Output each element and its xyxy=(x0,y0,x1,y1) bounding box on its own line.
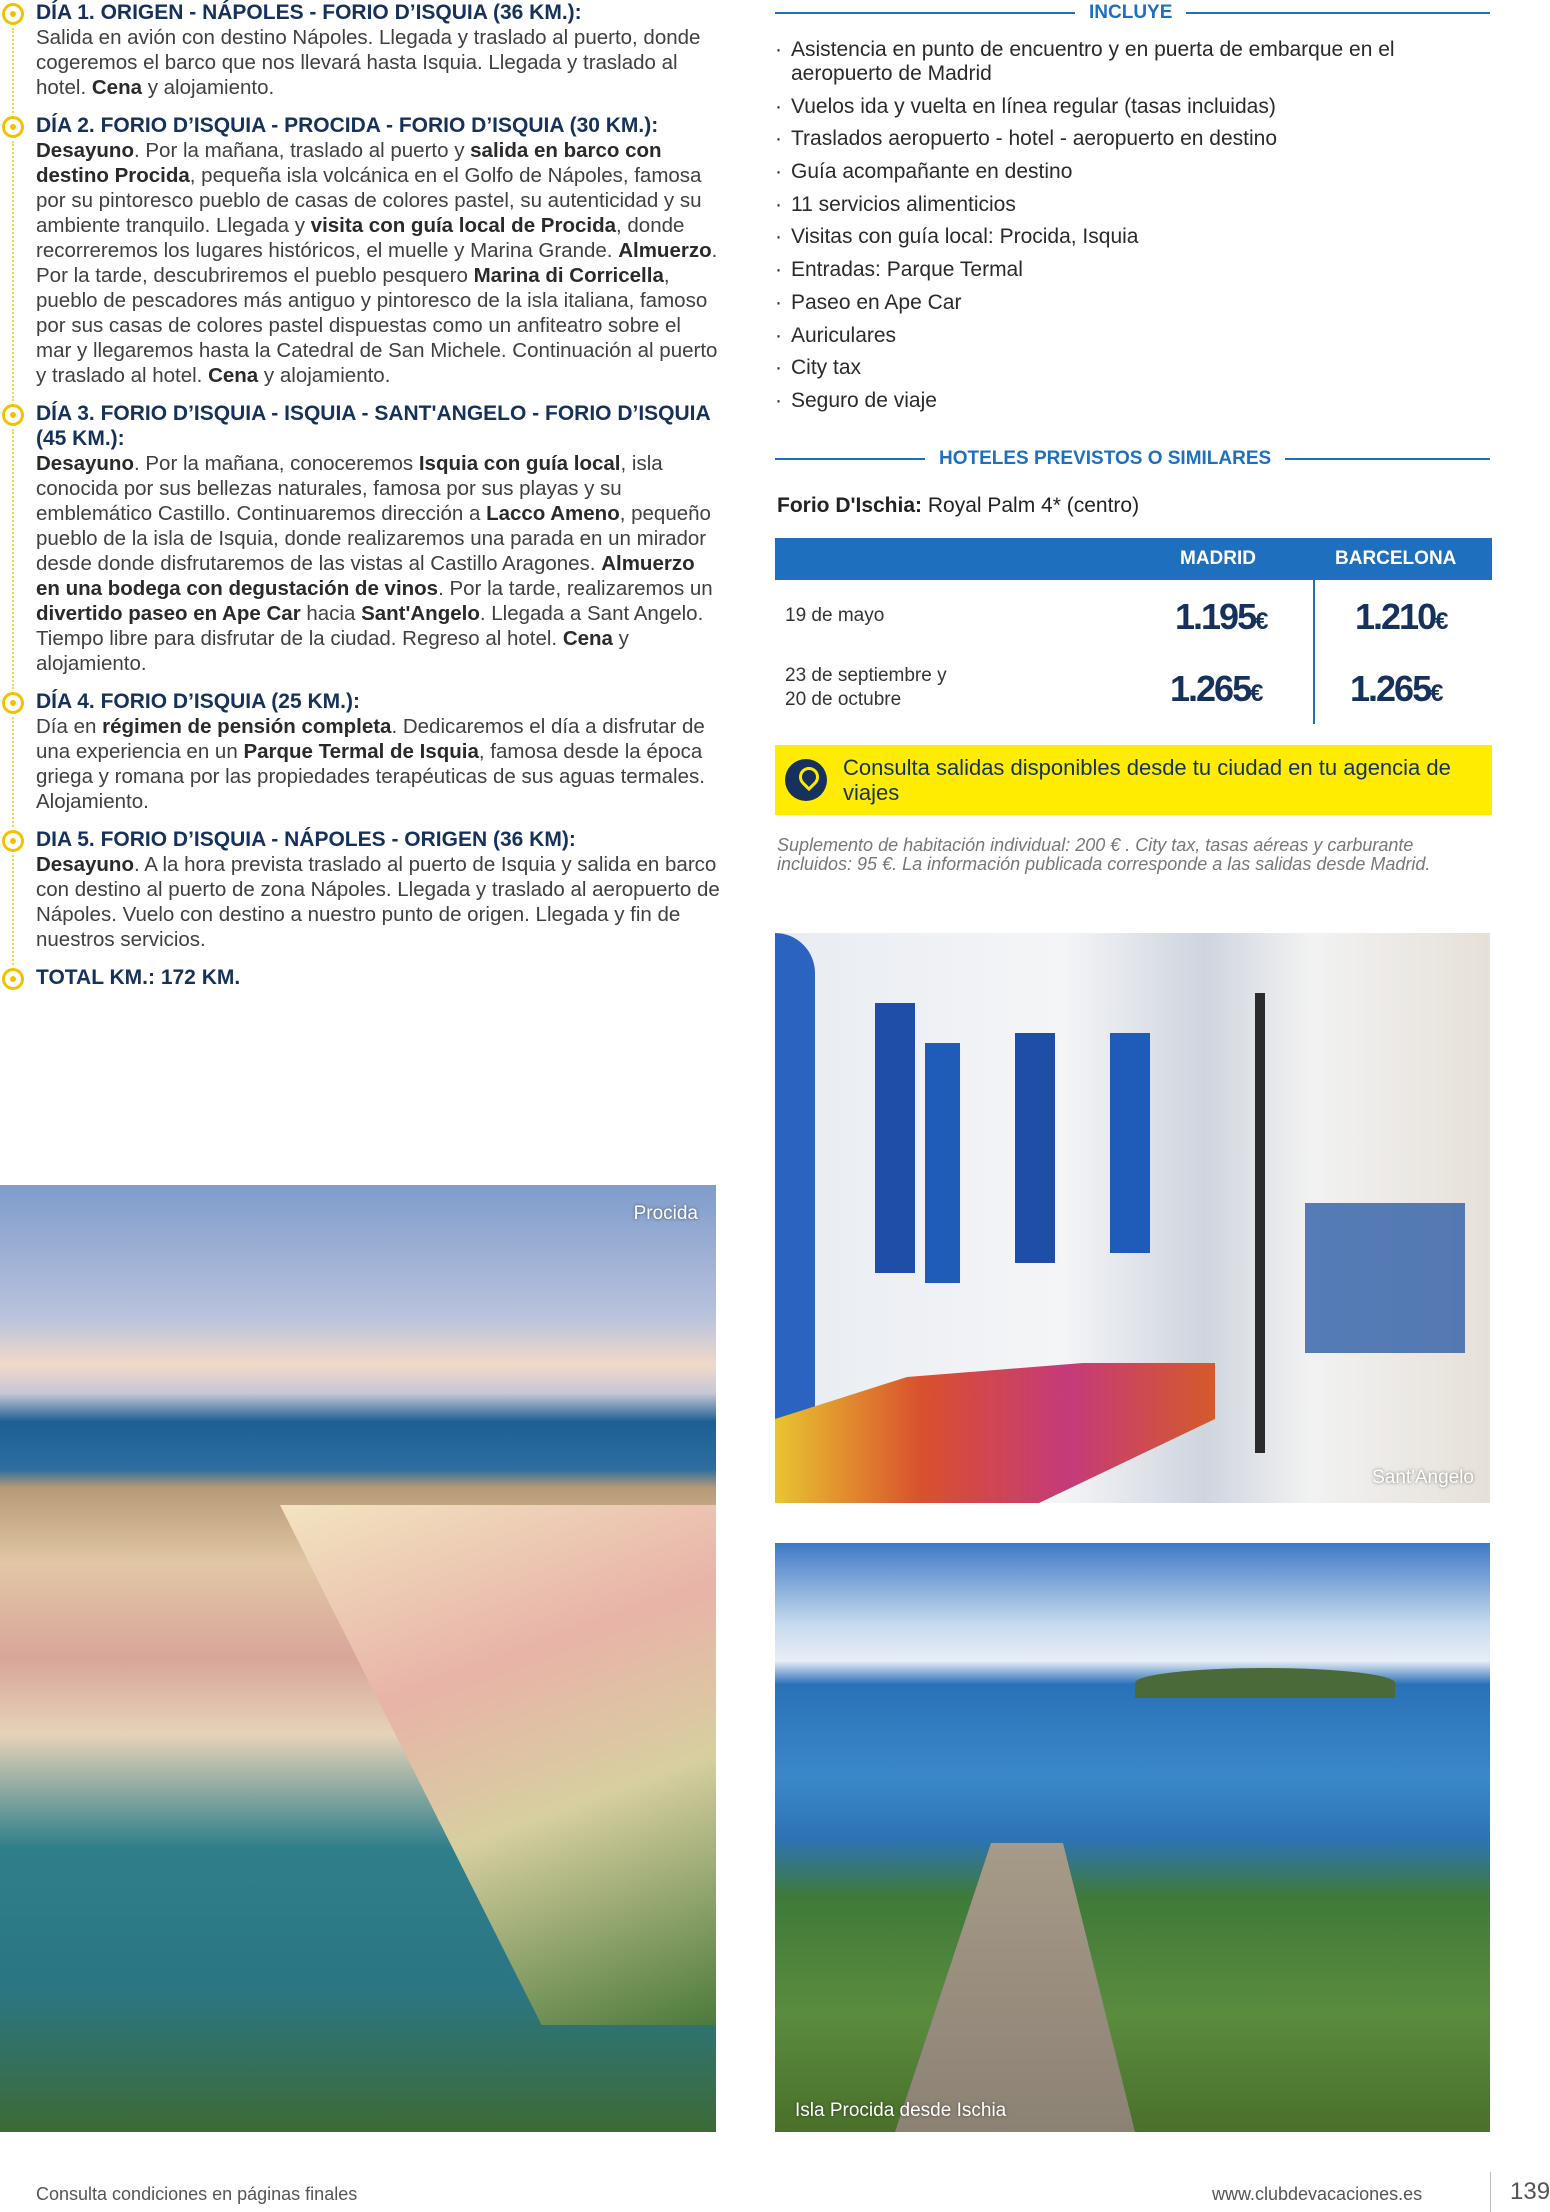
hotels-header xyxy=(775,448,1490,470)
footer-conditions: Consulta condiciones en páginas finales xyxy=(36,2184,358,2204)
day-marker-icon xyxy=(2,116,24,138)
price-row xyxy=(775,652,1492,724)
timeline-line xyxy=(12,429,14,689)
day-marker-icon xyxy=(2,968,24,990)
price-barcelona: 1.210€ xyxy=(1355,596,1449,637)
day-marker-icon xyxy=(2,830,24,852)
includes-item: · Vuelos ida y vuelta en línea regular (tasas incluidas) xyxy=(775,95,1495,119)
hotel-name: Royal Palm 4* (centro) xyxy=(922,494,1140,517)
price-table xyxy=(775,538,1492,724)
includes-title: INCLUYE xyxy=(1089,2,1173,23)
location-pin-icon xyxy=(785,759,827,801)
column-divider xyxy=(1313,580,1315,724)
day-marker-icon xyxy=(2,3,24,25)
timeline-line xyxy=(12,141,14,401)
itinerary xyxy=(0,0,720,1003)
day-description: Día en régimen de pensión completa. Dedicaremos el día a disfrutar de una experiencia en un Parque Termal de Isquia, famosa desde la época griega y romana por las propiedades terapéuticas de sus aguas termales. Alojamiento. xyxy=(36,715,705,813)
footer-url[interactable]: www.clubdevacaciones.es xyxy=(1212,2184,1423,2204)
santangelo-photo xyxy=(775,933,1490,1503)
agency-banner xyxy=(775,745,1492,815)
page-number: 139 xyxy=(1510,2178,1550,2205)
hotel-city: Forio D'Ischia: xyxy=(777,494,923,517)
footer-divider xyxy=(1490,2172,1491,2212)
timeline-line xyxy=(12,855,14,965)
day-title: DÍA 2. FORIO D’ISQUIA - PROCIDA - FORIO D’ISQUIA (30 KM.): xyxy=(36,114,659,137)
itinerary-day xyxy=(0,827,720,952)
hotels-title: HOTELES PREVISTOS O SIMILARES xyxy=(939,448,1272,469)
includes-item: · Auriculares xyxy=(775,324,1495,348)
day-description: Desayuno. Por la mañana, traslado al puerto y salida en barco con destino Procida, pequeña isla volcánica en el Golfo de Nápoles, famosa por su pintoresco pueblo de casas de colores pastel, su autenticidad y su ambiente tranquilo. Llegada y visita con guía local de Procida, donde recorreremos los lugares históricos, el muelle y Marina Grande. Almuerzo. Por la tarde, descubriremos el pueblo pesquero Marina di Corricella, pueblo de pescadores más antiguo y pintoresco de la isla italiana, famoso por sus casas de colores pastel dispuestas como un anfiteatro sobre el mar y llegaremos hasta la Catedral de San Michele. Continuación al puerto y traslado al hotel. Cena y alojamiento. xyxy=(36,139,718,387)
column-madrid: MADRID xyxy=(1180,548,1256,569)
includes-item: · Entradas: Parque Termal xyxy=(775,258,1495,282)
procida-photo xyxy=(0,1185,716,2132)
day-description: Desayuno. A la hora prevista traslado al puerto de Isquia y salida en barco con destino al puerto de zona Nápoles. Llegada y traslado al aeropuerto de Nápoles. Vuelo con destino a nuestro punto de origen. Llegada y fin de nuestros servicios. xyxy=(36,853,720,951)
photo-caption: Isla Procida desde Ischia xyxy=(795,2100,1007,2121)
day-title: DIA 5. FORIO D’ISQUIA - NÁPOLES - ORIGEN (36 KM): xyxy=(36,828,576,851)
price-barcelona: 1.265€ xyxy=(1350,668,1444,709)
day-title: TOTAL KM.: 172 KM. xyxy=(36,966,241,989)
includes-list xyxy=(775,38,1495,422)
photo-caption: Sant'Angelo xyxy=(1372,1467,1474,1488)
price-table-header xyxy=(775,538,1492,580)
includes-item: · City tax xyxy=(775,356,1495,380)
includes-item: · Traslados aeropuerto - hotel - aeropuerto en destino xyxy=(775,127,1495,151)
day-marker-icon xyxy=(2,692,24,714)
price-row xyxy=(775,580,1492,652)
timeline-line xyxy=(12,717,14,827)
departure-date: 23 de septiembre y 20 de octubre xyxy=(785,665,947,710)
includes-item: · 11 servicios alimenticios xyxy=(775,193,1495,217)
includes-item: · Guía acompañante en destino xyxy=(775,160,1495,184)
itinerary-day xyxy=(0,965,720,990)
day-marker-icon xyxy=(2,404,24,426)
column-barcelona: BARCELONA xyxy=(1335,548,1457,569)
includes-item: · Visitas con guía local: Procida, Isquia xyxy=(775,225,1495,249)
itinerary-day xyxy=(0,401,720,676)
photo-caption: Procida xyxy=(633,1203,698,1224)
itinerary-day xyxy=(0,113,720,388)
banner-text: Consulta salidas disponibles desde tu ciudad en tu agencia de viajes xyxy=(843,755,1451,805)
day-title: DÍA 1. ORIGEN - NÁPOLES - FORIO D’ISQUIA (36 KM.): xyxy=(36,1,582,24)
price-madrid: 1.195€ xyxy=(1175,596,1269,637)
price-madrid: 1.265€ xyxy=(1170,668,1264,709)
procida-view-photo xyxy=(775,1543,1490,2132)
price-note: Suplemento de habitación individual: 200 € . City tax, tasas aéreas y carburante incluidos: 95 €. La información publicada corresponde a las salidas desde Madrid. xyxy=(777,835,1431,874)
day-title: DÍA 4. FORIO D’ISQUIA (25 KM.): xyxy=(36,690,360,713)
itinerary-day xyxy=(0,0,720,100)
day-title: DÍA 3. FORIO D’ISQUIA - ISQUIA - SANT'ANGELO - FORIO D’ISQUIA (45 KM.): xyxy=(36,402,710,450)
day-description: Desayuno. Por la mañana, conoceremos Isquia con guía local, isla conocida por sus bellezas naturales, famosa por sus playas y su emblemático Castillo. Continuaremos dirección a Lacco Ameno, pequeño pueblo de la isla de Isquia, donde realizaremos una parada en un mirador desde donde disfrutaremos de las vistas al Castillo Aragones. Almuerzo en una bodega con degustación de vinos. Por la tarde, realizaremos un divertido paseo en Ape Car hacia Sant'Angelo. Llegada a Sant Angelo. Tiempo libre para disfrutar de la ciudad. Regreso al hotel. Cena y alojamiento. xyxy=(36,452,713,675)
hotel-line xyxy=(777,494,1139,518)
includes-item: · Paseo en Ape Car xyxy=(775,291,1495,315)
departure-date: 19 de mayo xyxy=(785,605,885,626)
day-description: Salida en avión con destino Nápoles. Llegada y traslado al puerto, donde cogeremos el barco que nos llevará hasta Isquia. Llegada y traslado al hotel. Cena y alojamiento. xyxy=(36,26,701,99)
timeline-line xyxy=(12,28,14,113)
includes-header xyxy=(775,2,1490,24)
itinerary-day xyxy=(0,689,720,814)
includes-item: · Seguro de viaje xyxy=(775,389,1495,413)
includes-item: · Asistencia en punto de encuentro y en puerta de embarque en el aeropuerto de Madrid xyxy=(775,38,1495,86)
